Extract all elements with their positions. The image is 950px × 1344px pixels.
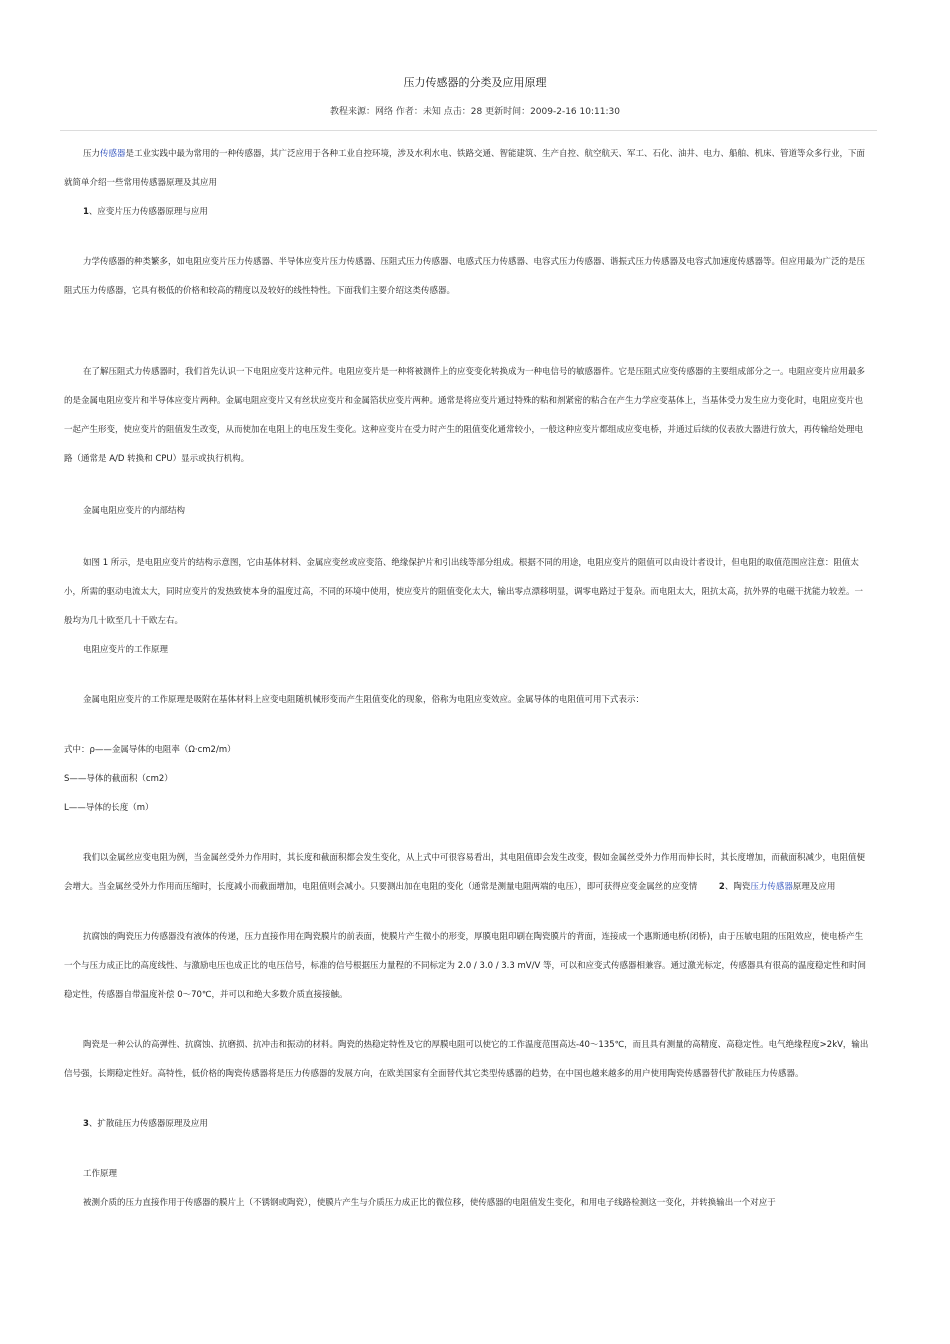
- figure-1-paragraph: 如图 1 所示，是电阻应变片的结构示意图，它由基体材料、金属应变丝或应变箔、绝缘保护片和引出线等部分组成。根据不同的用途，电阻应变片的阻值可以由设计者设计，但电阻的取值范围应注意：阻值太小，所需的驱动电流太大，同时应变片的发热致使本身的温度过高，不同的环境中使用，使应变片的阻值变化太大，输出零点漂移明显，调零电路过于复杂。而电阻太大，阻抗太高，抗外界的电磁干扰能力较差。一般均为几十欧至几十千欧左右。: [64, 558, 864, 626]
- formula-l-line: L——导体的长度（m）: [64, 803, 154, 813]
- header-divider: [60, 130, 877, 131]
- intro-paragraph: [64, 140, 869, 198]
- strain-gauge-paragraph: 在了解压阻式力传感器时，我们首先认识一下电阻应变片这种元件。电阻应变片是一种将被测件上的应变变化转换成为一种电信号的敏感器件。它是压阻式应变传感器的主要组成部分之一。电阻应变片应用最多的是金属电阻应变片和半导体应变片两种。金属电阻应变片又有丝状应变片和金属箔状应变片两种。通常是将应变片通过特殊的粘和剂紧密的粘合在产生力学应变基体上，当基体受力发生应力变化时，电阻应变片也一起产生形变，使应变片的阻值发生改变，从而使加在电阻上的电压发生变化。这种应变片在受力时产生的阻值变化通常较小，一般这种应变片都组成应变电桥，并通过后续的仪表放大器进行放大，再传输给处理电路（通常是 A/D 转换和 CPU）显示或执行机构。: [64, 367, 866, 464]
- metal-wire-text: 我们以金属丝应变电阻为例，当金属丝受外力作用时，其长度和截面积都会发生变化，从上式中可很容易看出，其电阻值即会发生改变，假如金属丝受外力作用而伸长时，其长度增加，而截面积减少，电阻值便会增大。当金属丝受外力作用而压缩时，长度减小而截面增加，电阻值则会减小。只要测出加在电阻的变化（通常是测量电阻两端的电压），即可获得应变金属丝的应变情: [64, 853, 866, 892]
- formula-rho-line: 式中：ρ——金属导体的电阻率（Ω·cm2/m）: [64, 745, 236, 755]
- section-2-pre: 、陶瓷: [724, 882, 751, 892]
- section-2-number: 2: [718, 882, 725, 892]
- working-principle-paragraph: 金属电阻应变片的工作原理是吸附在基体材料上应变电阻随机械形变而产生阻值变化的现象，俗称为电阻应变效应。金属导体的电阻值可用下式表示：: [83, 695, 645, 705]
- working-principle-heading: 电阻应变片的工作原理: [83, 645, 169, 655]
- section-1-number: 1: [83, 207, 89, 217]
- ceramic-paragraph-1: 抗腐蚀的陶瓷压力传感器没有液体的传递，压力直接作用在陶瓷膜片的前表面，使膜片产生微小的形变，厚膜电阻印刷在陶瓷膜片的背面，连接成一个惠斯通电桥(闭桥)，由于压敏电阻的压阻效应，使电桥产生一个与压力成正比的高度线性、与激励电压也成正比的电压信号，标准的信号根据压力量程的不同标定为 2.0 / 3.0 / 3.3 mV/V 等，可以和应变式传感器相兼容。通过激光标定，传感器具有很高的温度稳定性和时间稳定性，传感器自带温度补偿 0～70℃，并可以和绝大多数介质直接接触。: [64, 932, 866, 1000]
- intro-pre: 压力: [83, 149, 101, 159]
- section-2-post: 原理及应用: [792, 882, 836, 892]
- ceramic-paragraph-2: 陶瓷是一种公认的高弹性、抗腐蚀、抗磨损、抗冲击和振动的材料。陶瓷的热稳定特性及它的厚膜电阻可以使它的工作温度范围高达-40～135℃，而且具有测量的高精度、高稳定性。电气绝缘程度>2kV，输出信号强，长期稳定性好。高特性，低价格的陶瓷传感器将是压力传感器的发展方向，在欧美国家有全面替代其它类型传感器的趋势，在中国也越来越多的用户使用陶瓷传感器替代扩散硅压力传感器。: [64, 1040, 869, 1079]
- article-title: 压力传感器的分类及应用原理: [403, 76, 547, 89]
- working-principle-3-heading: 工作原理: [83, 1169, 118, 1179]
- section-1-heading: [64, 198, 869, 227]
- metal-wire-paragraph: [64, 844, 869, 902]
- section-3-number: 3: [83, 1119, 89, 1129]
- diffused-silicon-paragraph: 被测介质的压力直接作用于传感器的膜片上（不锈钢或陶瓷），使膜片产生与介质压力成正比的微位移，使传感器的电阻值发生变化，和用电子线路检测这一变化，并转换输出一个对应于: [83, 1198, 776, 1208]
- pressure-sensor-link[interactable]: 压力传感器: [750, 882, 793, 892]
- section-3-title: 、扩散硅压力传感器原理及应用: [88, 1119, 208, 1129]
- article-meta: 教程来源：网络 作者：未知 点击：28 更新时间：2009-2-16 10:11:30: [330, 107, 620, 117]
- section-1-title: 、应变片压力传感器原理与应用: [88, 207, 208, 217]
- force-sensor-paragraph: 力学传感器的种类繁多，如电阻应变片压力传感器、半导体应变片压力传感器、压阻式压力传感器、电感式压力传感器、电容式压力传感器、谐振式压力传感器及电容式加速度传感器等。但应用最为广泛的是压阻式压力传感器，它具有极低的价格和较高的精度以及较好的线性特性。下面我们主要介绍这类传感器。: [64, 257, 866, 296]
- section-3-heading: [64, 1110, 869, 1139]
- sensor-link[interactable]: 传感器: [100, 149, 126, 159]
- internal-structure-heading: 金属电阻应变片的内部结构: [83, 506, 186, 516]
- formula-s-line: S——导体的截面积（cm2）: [64, 774, 173, 784]
- article-body: [64, 140, 869, 1218]
- intro-post: 是工业实践中最为常用的一种传感器，其广泛应用于各种工业自控环境，涉及水利水电、铁路交通、智能建筑、生产自控、航空航天、军工、石化、油井、电力、船舶、机床、管道等众多行业，下面就简单介绍一些常用传感器原理及其应用: [64, 149, 866, 188]
